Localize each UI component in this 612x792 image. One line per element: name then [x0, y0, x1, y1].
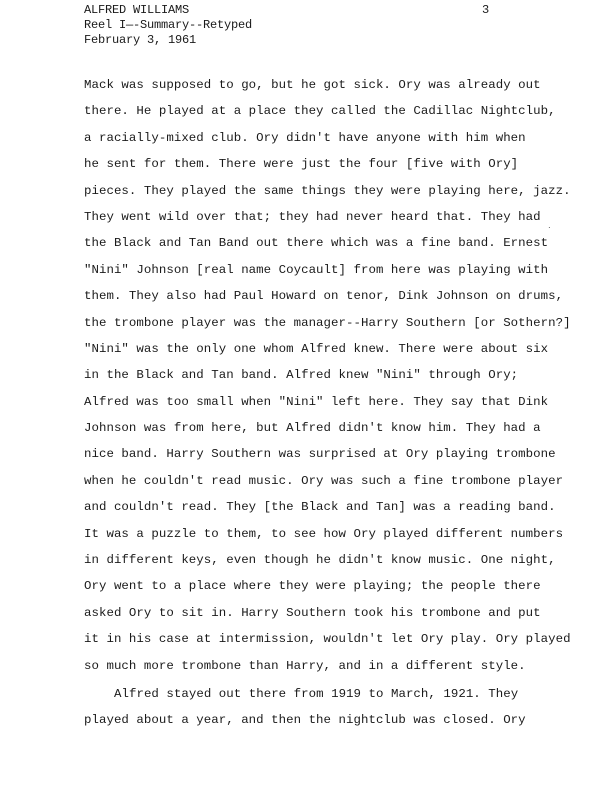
body-line: the Black and Tan Band out there which was a fine band. Ernest: [84, 236, 549, 251]
body-line: in the Black and Tan band. Alfred knew "Nini" through Ory;: [84, 368, 519, 383]
reel-label: Reel I—-Summary--Retyped: [84, 18, 253, 32]
document-header: [84, 3, 252, 48]
body-line: Ory went to a place where they were playing; the people there: [84, 579, 541, 594]
page-number: 3: [482, 3, 490, 17]
scan-mark: ․: [548, 222, 551, 231]
body-line: there. He played at a place they called the Cadillac Nightclub,: [84, 104, 556, 119]
body-line: in different keys, even though he didn't know music. One night,: [84, 553, 556, 568]
body-line: it in his case at intermission, wouldn't let Ory play. Ory played: [84, 632, 571, 647]
body-line: Alfred was too small when "Nini" left here. They say that Dink: [84, 394, 549, 409]
body-line: pieces. They played the same things they were playing here, jazz.: [84, 183, 571, 198]
body-line: asked Ory to sit in. Harry Southern took his trombone and put: [84, 605, 541, 620]
body-line: They went wild over that; they had never heard that. They had: [84, 209, 541, 224]
body-line: "Nini" Johnson [real name Coycault] from here was playing with: [84, 262, 549, 277]
body-line: Mack was supposed to go, but he got sick. Ory was already out: [84, 78, 541, 92]
body-line: Johnson was from here, but Alfred didn't know him. They had a: [84, 421, 541, 436]
body-line: nice band. Harry Southern was surprised at Ory playing trombone: [84, 447, 556, 462]
body-line: It was a puzzle to them, to see how Ory played different numbers: [84, 526, 564, 541]
interviewee-name: ALFRED WILLIAMS: [84, 3, 190, 17]
body-line: a racially-mixed club. Ory didn't have anyone with him when: [84, 130, 526, 145]
body-line: "Nini" was the only one whom Alfred knew. There were about six: [84, 341, 549, 356]
body-line: Alfred stayed out there from 1919 to March, 1921. They: [114, 686, 519, 701]
body-line: played about a year, and then the nightclub was closed. Ory: [84, 713, 526, 728]
body-line: them. They also had Paul Howard on tenor, Dink Johnson on drums,: [84, 289, 564, 304]
body-line: and couldn't read. They [the Black and Tan] was a reading band.: [84, 500, 556, 515]
body-line: so much more trombone than Harry, and in a different style.: [84, 658, 526, 673]
body-line: the trombone player was the manager--Harry Southern [or Sothern?]: [84, 315, 571, 330]
interview-date: February 3, 1961: [84, 33, 197, 47]
body-line: he sent for them. There were just the four [five with Ory]: [84, 157, 519, 172]
body-line: when he couldn't read music. Ory was such a fine trombone player: [84, 473, 564, 488]
summary-body: [84, 72, 574, 734]
